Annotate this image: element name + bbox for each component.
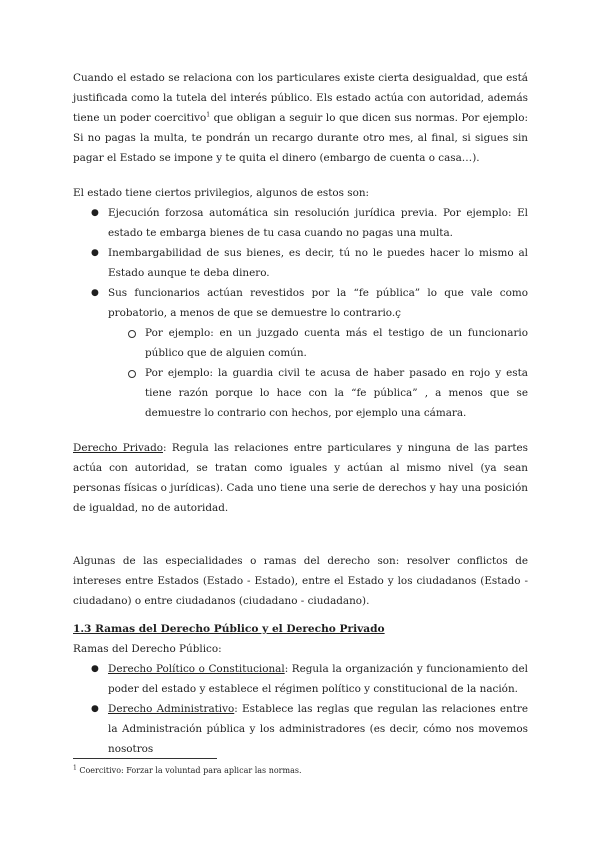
privileges-intro: El estado tiene ciertos privilegios, algunos de estos son: (73, 187, 370, 199)
derecho-privado-text: : Regula las relaciones entre particulares y ninguna de las partes actúa con autoridad, se tratan como iguales y actúan al mismo nivel (ya sean personas físicas o jurídicas). Cada uno tiene una serie de derechos y hay una posición de igualdad, no de autoridad. (73, 442, 528, 514)
branch-term: Derecho Administrativo (108, 703, 235, 715)
footnote-text: Coercitivo: Forzar la voluntad para aplicar las normas. (76, 766, 302, 775)
privilege-item-text: Sus funcionarios actúan revestidos por la “fe pública” lo que vale como probatorio, a menos de que se demuestre lo contrario.ç (108, 287, 528, 319)
specialties-paragraph: Algunas de las especialidades o ramas del derecho son: resolver conflictos de intereses entre Estados (Estado - Estado), entre el Estado y los ciudadanos (Estado - ciudadano) o entre ciudadanos (ciudadano - ciudadano). (73, 555, 528, 607)
bullet-icon: ● (91, 288, 99, 298)
branch-term: Derecho Político o Constitucional (108, 663, 285, 675)
sub-example-text: Por ejemplo: la guardia civil te acusa de haber pasado en rojo y esta tiene razón porque lo hace con la “fe pública” , a menos que se demuestre lo contrario con hechos, por ejemplo una cámara. (145, 367, 528, 419)
derecho-privado-paragraph (73, 438, 528, 518)
bullet-icon: ● (91, 664, 99, 674)
sub-example-text: Por ejemplo: en un juzgado cuenta más el testigo de un funcionario público que de alguien común. (145, 327, 528, 359)
footnote-separator (73, 758, 217, 759)
branch-text: : Regula la organización y funcionamiento del poder del estado y establece el régimen político y constitucional de la nación. (108, 663, 528, 695)
privilege-item-text: Inembargabilidad de sus bienes, es decir, tú no le puedes hacer lo mismo al Estado aunque te deba dinero. (108, 247, 528, 279)
privilege-item-text: Ejecución forzosa automática sin resolución jurídica previa. Por ejemplo: El estado te embarga bienes de tu casa cuando no pagas una multa. (108, 207, 528, 239)
branch-text: : Establece las reglas que regulan las relaciones entre la Administración pública y los administradores (es decir, cómo nos movemos nosotros (108, 703, 528, 755)
intro-paragraph (73, 68, 528, 168)
circle-bullet-icon (128, 330, 136, 338)
section-heading: 1.3 Ramas del Derecho Público y el Derecho Privado (73, 623, 385, 635)
intro-text-b: que obligan a seguir lo que dicen sus normas. Por ejemplo: Si no pagas la multa, te pondrán un recargo durante otro mes, al final, si sigues sin pagar el Estado se impone y te quita el dinero (embargo de cuenta o casa…). (73, 112, 528, 164)
footnote-mark: 1 (73, 764, 77, 772)
bullet-icon: ● (91, 704, 99, 714)
bullet-icon: ● (91, 248, 99, 258)
branches-intro: Ramas del Derecho Público: (73, 643, 222, 655)
branch-item (108, 699, 528, 759)
footnote-reference[interactable]: 1 (206, 111, 211, 119)
footnote (73, 765, 302, 777)
derecho-privado-term: Derecho Privado (73, 442, 163, 454)
intro-text-a: Cuando el estado se relaciona con los particulares existe cierta desigualdad, que está justificada como la tutela del interés público. Els estado actúa con autoridad, además tiene un poder coercitivo (73, 72, 528, 124)
bullet-icon: ● (91, 208, 99, 218)
circle-bullet-icon (128, 370, 136, 378)
branch-item (108, 659, 528, 699)
